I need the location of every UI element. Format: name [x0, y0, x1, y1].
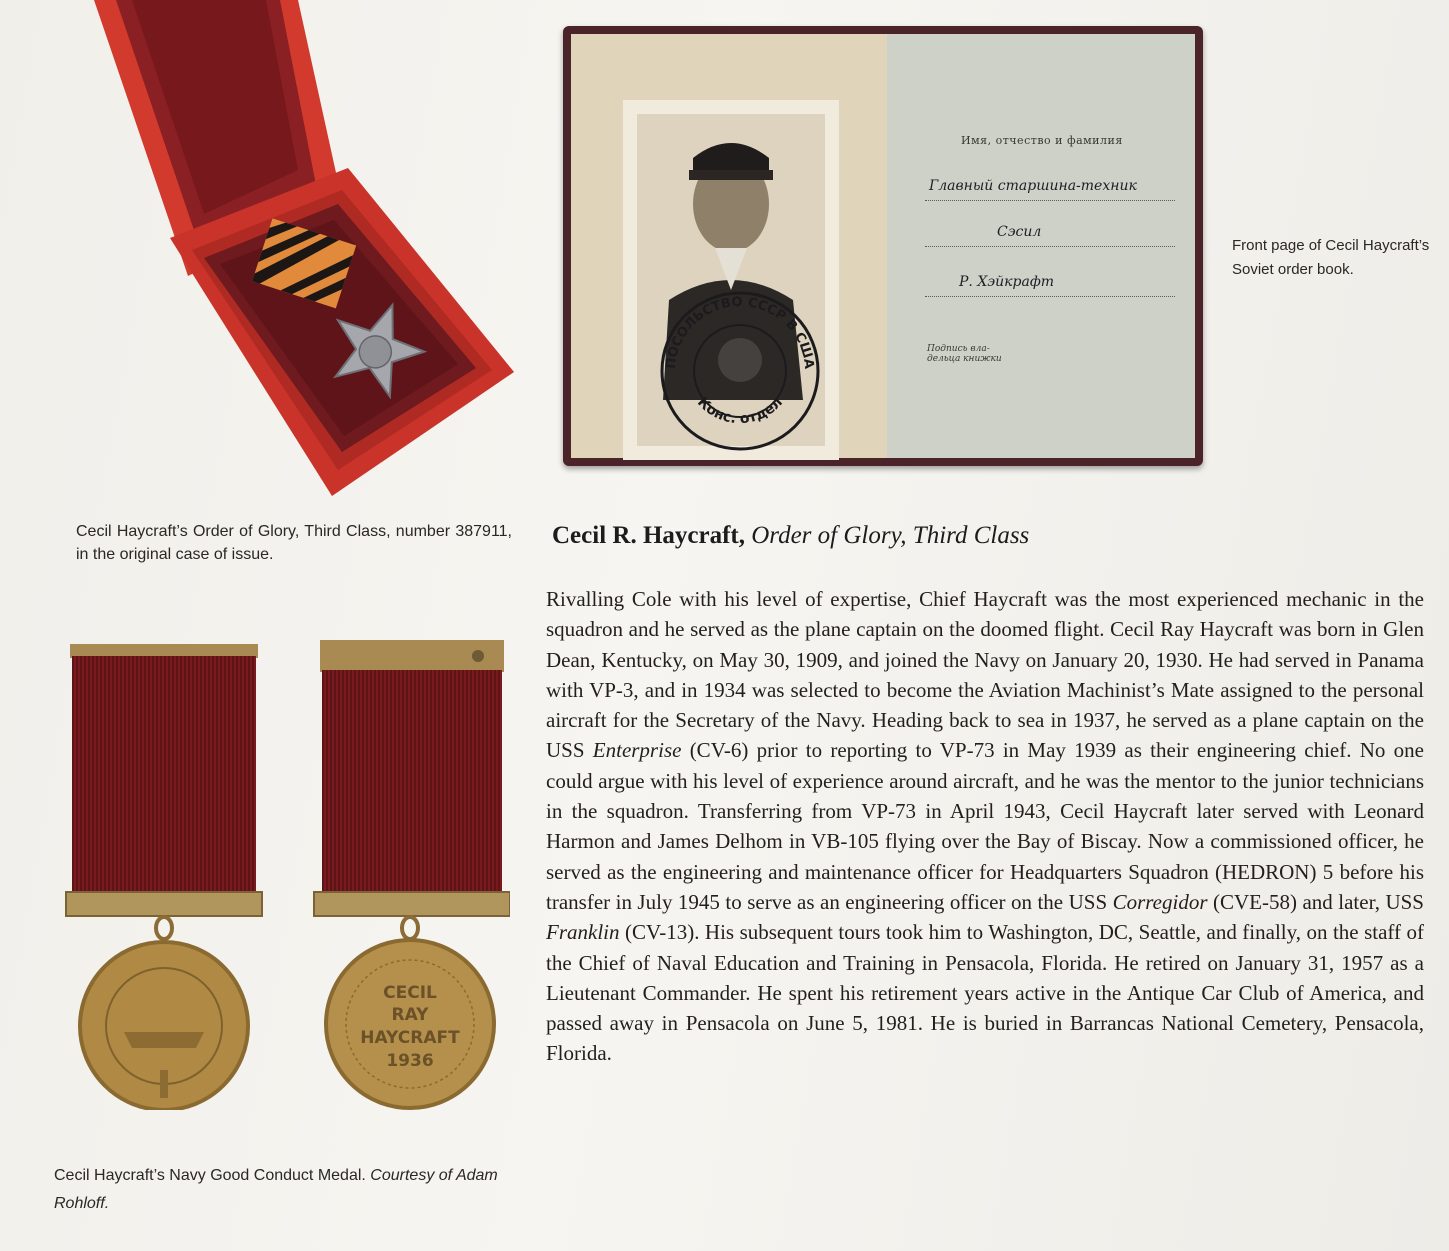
- medal-engraving-line4: 1936: [386, 1051, 434, 1071]
- stamp-bottom-text: Конс. отдел: [694, 394, 786, 428]
- good-conduct-medal-back: [310, 630, 510, 1110]
- stamp-top-text: ПОСОЛЬСТВО СССР В США: [663, 294, 817, 370]
- order-of-glory-case-photo: [80, 0, 520, 500]
- heading-name: Cecil R. Haycraft,: [552, 522, 745, 549]
- rank-line: [925, 180, 1175, 201]
- consulate-stamp: [655, 286, 825, 456]
- rank-text: Главный старшина-техник: [929, 178, 1137, 194]
- medal-caption-text: Cecil Haycraft’s Navy Good Conduct Medal.: [54, 1167, 366, 1184]
- medal-caption: [54, 1162, 514, 1218]
- order-book-photo: [563, 26, 1203, 466]
- medal-engraving-line3: HAYCRAFT: [360, 1028, 460, 1048]
- svg-text:Конс. отдел: [694, 394, 786, 427]
- book-caption: Front page of Cecil Haycraft’s Soviet order book.: [1232, 237, 1430, 278]
- case-caption: Cecil Haycraft’s Order of Glory, Third Class, number 387911, in the original case of issue.: [76, 523, 512, 563]
- section-heading: [552, 522, 1029, 550]
- signature-label: Подпись вла- дельца книжки: [927, 344, 1002, 364]
- biography-text: [546, 584, 1424, 1069]
- body-part-4: (CV-13). His subsequent tours took him to Washington, DC, Seattle, and finally, on the staff of the Chief of Naval Education and Training in Pensacola, Florida. He retired on January 31, 1957 as a Lieutenant Commander. He spent his retirement years active in the Antique Car Club of America, and passed away in Pensacola on June 5, 1981. He is buried in Barrancas National Cemetery, Pensacola, Florida.: [546, 920, 1424, 1066]
- medal-engraving-line1: CECIL: [383, 983, 437, 1003]
- name-field-label: Имя, отчество и фамилия: [961, 134, 1123, 147]
- surname-text: Р. Хэйкрафт: [959, 274, 1055, 290]
- medal-engraving-line2: RAY: [391, 1005, 429, 1025]
- ship-enterprise: Enterprise: [592, 738, 682, 763]
- first-name-text: Сэсил: [997, 224, 1042, 240]
- ship-franklin: Franklin: [546, 920, 620, 945]
- good-conduct-medal-front: [64, 630, 264, 1110]
- body-part-2: (CV-6) prior to reporting to VP-73 in May 1939 as their engineering chief. No one could argue with his level of experience around aircraft, and he was the mentor to the junior technicians in the squadron. Transferring from VP-73 in April 1943, Cecil Haycraft later served with Leonard Harmon and James Delhom in VB-105 flying over the Bay of Biscay. Now a commissioned officer, he served as the engineering and maintenance officer for Headquarters Squadron (HEDRON) 5 before his transfer in July 1945 to serve as an engineering officer on the USS: [546, 738, 1424, 914]
- ship-corregidor: Corregidor: [1112, 889, 1208, 914]
- body-part-1: Rivalling Cole with his level of expertise, Chief Haycraft was the most experienced mechanic in the squadron and he served as the plane captain on the doomed flight. Cecil Ray Haycraft was born in Glen Dean, Kentucky, on May 30, 1909, and joined the Navy on January 20, 1930. He had served in Panama with VP-3, and in 1934 was selected to become the Aviation Machinist’s Mate assigned to the personal aircraft for the Secretary of the Navy. Heading back to sea in 1937, he served as a plane captain on the USS: [546, 587, 1424, 763]
- surname-line: [925, 276, 1175, 297]
- heading-award: Order of Glory, Third Class: [751, 522, 1030, 549]
- medal-caption-credit: Courtesy of Adam Rohloff.: [54, 1167, 498, 1212]
- body-part-3: (CVE-58) and later, USS: [1207, 889, 1424, 914]
- first-name-line: [925, 226, 1175, 247]
